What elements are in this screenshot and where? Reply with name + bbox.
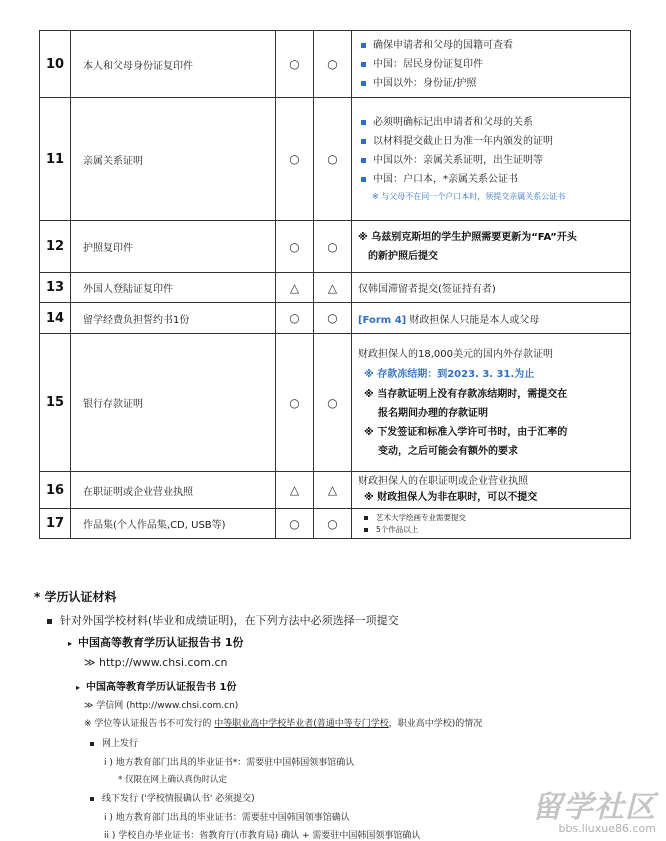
bullet-square-icon (361, 62, 366, 67)
notes-cell (352, 509, 631, 539)
bullet-square-icon (90, 742, 94, 746)
section-title: * 学历认证材料 (34, 590, 117, 604)
note-item: 中国：户口本，*亲属关系公证书 (358, 170, 624, 189)
notes-cell (352, 98, 631, 221)
table-row (40, 273, 631, 303)
row-number: 12 (40, 221, 71, 273)
note-item: 艺术大学绘画专业需要提交 (358, 512, 624, 524)
watermark (532, 782, 656, 835)
mark-1: ○ (276, 509, 314, 539)
mark-1: ○ (276, 303, 314, 334)
bullet-square-icon (361, 120, 366, 125)
document-name: 在职证明或企业营业执照 (71, 472, 276, 509)
mark-1: ○ (276, 334, 314, 472)
website-link-1[interactable]: ≫ http://www.chsi.com.cn (84, 656, 228, 669)
note-line: 变动，之后可能会有额外的要求 (378, 445, 518, 457)
notes-cell (352, 273, 631, 303)
notes-cell (352, 472, 631, 509)
document-name: 留学经费负担誓约书1份 (71, 303, 276, 334)
note-item: 中国以外：身份证/护照 (358, 74, 624, 93)
bullet-square-icon (364, 528, 368, 532)
watermark-brand: 留学社区 (532, 790, 656, 825)
online-note: * 仅限在网上确认真伪时认定 (118, 775, 227, 785)
mark-2: ○ (314, 509, 352, 539)
note-line: ※ 财政担保人为非在职时，可以不提交 (364, 492, 538, 503)
note-item: 中国：居民身份证复印件 (358, 55, 624, 74)
requirements-table (39, 30, 631, 539)
document-name: 护照复印件 (71, 221, 276, 273)
note-item: 确保申请者和父母的国籍可查看 (358, 36, 624, 55)
row-number: 13 (40, 273, 71, 303)
note-line: ※ 当存款证明上没有存款冻结期时，需提交在 (364, 388, 568, 400)
row-number: 11 (40, 98, 71, 221)
bullet-square-icon (90, 797, 94, 801)
section-intro: 针对外国学校材料(毕业和成绩证明)，在下列方法中必须选择一项提交 (47, 612, 399, 628)
website-link-2[interactable]: ≫ 学信网 (http://www.chsi.com.cn) (84, 701, 239, 711)
note-text: 仅韩国滞留者提交(签证持有者) (358, 284, 496, 295)
mark-1: △ (276, 472, 314, 509)
note-item: 以材料提交截止日为准一年内颁发的证明 (358, 132, 624, 151)
online-heading: 网上发行 (90, 736, 138, 749)
note-remark: ※ 与父母不在同一个户口本时，须提交亲属关系公证书 (372, 192, 566, 201)
document-name: 外国人登陆证复印件 (71, 273, 276, 303)
offline-item-1: i ) 地方教育部门出具的毕业证书：需要驻中国韩国领事馆确认 (104, 813, 350, 823)
table-row (40, 334, 631, 472)
table-row (40, 98, 631, 221)
note-line: 的新护照后提交 (368, 250, 438, 262)
bullet-square-icon (364, 516, 368, 520)
document-name: 本人和父母身份证复印件 (71, 31, 276, 98)
table-row (40, 31, 631, 98)
document-name: 作品集(个人作品集,CD, USB等) (71, 509, 276, 539)
watermark-url: bbs.liuxue86.com (558, 822, 656, 835)
table-row (40, 509, 631, 539)
report-heading-1: ▸ 中国高等教育学历认证报告书 1份 (68, 636, 244, 649)
offline-heading: 线下发行 ('学校情报确认书' 必须提交) (90, 791, 255, 804)
form-reference: [Form 4] (358, 314, 407, 326)
mark-2: △ (314, 472, 352, 509)
mark-1: △ (276, 273, 314, 303)
row-number: 15 (40, 334, 71, 472)
note-item: 必须明确标记出申请者和父母的关系 (358, 113, 624, 132)
note-line: ※ 存款冻结期：到2023. 3. 31.为止 (364, 368, 535, 380)
note-line: ※ 乌兹别克斯坦的学生护照需要更新为“FA”开头 (358, 231, 577, 243)
online-item: i ) 地方教育部门出具的毕业证书*：需要驻中国韩国领事馆确认 (104, 758, 355, 768)
notes-cell (352, 31, 631, 98)
note-text: 财政担保人只能是本人或父母 (409, 314, 540, 326)
mark-1: ○ (276, 31, 314, 98)
note-line: ※ 下发签证和标准入学许可书时，由于汇率的 (364, 426, 568, 438)
mark-1: ○ (276, 98, 314, 221)
bullet-square-icon (361, 177, 366, 182)
mark-2: ○ (314, 221, 352, 273)
note-line: 财政担保人的18,000美元的国内外存款证明 (358, 348, 553, 360)
bullet-square-icon (361, 81, 366, 86)
note-line: 报名期间办理的存款证明 (378, 407, 488, 419)
notes-cell (352, 334, 631, 472)
table-row (40, 472, 631, 509)
mark-2: ○ (314, 303, 352, 334)
row-number: 10 (40, 31, 71, 98)
document-name: 银行存款证明 (71, 334, 276, 472)
triangle-bullet-icon: ▸ (68, 639, 73, 648)
row-number: 14 (40, 303, 71, 334)
mark-2: ○ (314, 98, 352, 221)
mark-1: ○ (276, 221, 314, 273)
document-name: 亲属关系证明 (71, 98, 276, 221)
mark-2: ○ (314, 334, 352, 472)
notes-cell (352, 221, 631, 273)
note-item: 5个作品以上 (358, 524, 624, 536)
bullet-square-icon (361, 139, 366, 144)
bullet-square-icon (361, 158, 366, 163)
table-row (40, 303, 631, 334)
table-row (40, 221, 631, 273)
note-line: ※ 学位等认证报告书不可发行的 中等职业高中学校毕业者(普通中等专门学校，职业高中学校)的情况 (84, 719, 483, 729)
note-item: 中国以外：亲属关系证明，出生证明等 (358, 151, 624, 170)
triangle-bullet-icon: ▸ (76, 683, 81, 692)
notes-cell (352, 303, 631, 334)
bullet-square-icon (361, 43, 366, 48)
note-line: 财政担保人的在职证明或企业营业执照 (358, 476, 528, 487)
report-heading-2: ▸ 中国高等教育学历认证报告书 1份 (76, 682, 237, 693)
offline-item-2: ii ) 学校自办毕业证书：省教育厅(市教育局) 确认 + 需要驻中国韩国领事馆确认 (104, 831, 421, 841)
mark-2: △ (314, 273, 352, 303)
row-number: 17 (40, 509, 71, 539)
bullet-square-icon (47, 619, 52, 624)
mark-2: ○ (314, 31, 352, 98)
row-number: 16 (40, 472, 71, 509)
